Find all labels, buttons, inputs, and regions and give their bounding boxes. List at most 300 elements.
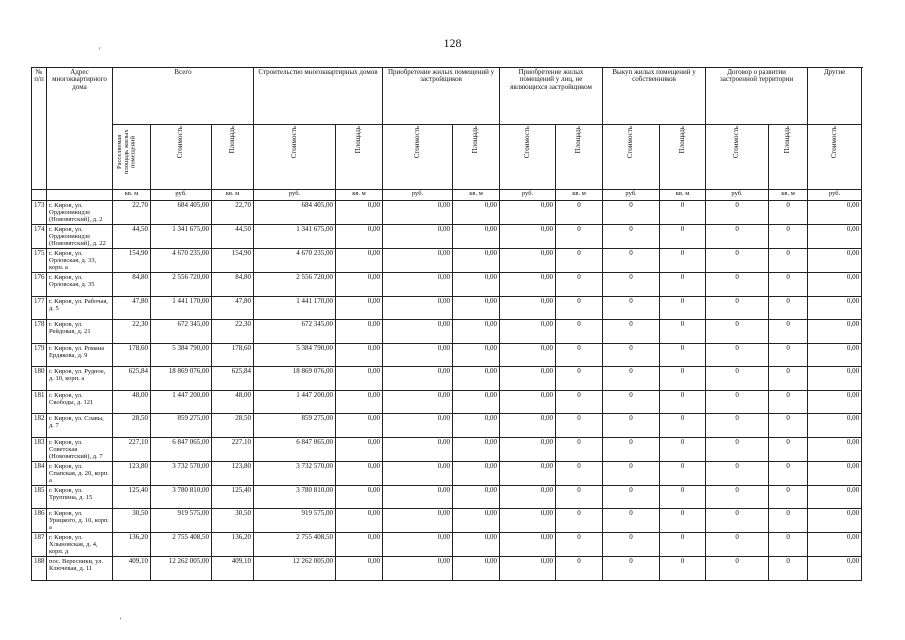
row-address: г. Киров, ул. Славы, д. 7 (47, 414, 113, 438)
table-cell: 0,00 (453, 367, 500, 391)
table-cell: 0 (769, 225, 808, 249)
table-cell: 0,00 (808, 485, 862, 509)
table-cell: 859 275,00 (254, 414, 336, 438)
table-cell: 154,90 (212, 249, 254, 273)
row-number: 180 (32, 367, 47, 391)
column-header-cost: Стоимость (706, 125, 769, 190)
table-cell: 0 (769, 557, 808, 581)
table-cell: 0,00 (808, 201, 862, 225)
table-cell: 227,10 (113, 437, 151, 461)
table-cell: 0,00 (383, 367, 453, 391)
table-cell: 0,00 (500, 461, 556, 485)
scan-mark: ' (120, 616, 122, 625)
table-row (32, 225, 862, 249)
column-group-total: Всего (113, 68, 254, 125)
column-header-settled-area: Расселяемая площадь жилых помещений (113, 125, 151, 190)
table-cell: 48,00 (113, 390, 151, 414)
unit-rub: руб. (500, 190, 556, 201)
table-cell: 0 (556, 225, 603, 249)
unit-sqm: кв. м (336, 190, 383, 201)
table-cell: 0 (556, 461, 603, 485)
table-row (32, 343, 862, 367)
table-cell: 0,00 (383, 225, 453, 249)
row-number: 181 (32, 390, 47, 414)
table-cell: 0,00 (453, 414, 500, 438)
table-cell: 0,00 (808, 343, 862, 367)
table-cell: 0 (556, 485, 603, 509)
table-cell: 0 (706, 485, 769, 509)
table-cell: 0,00 (383, 343, 453, 367)
table-cell: 6 847 065,00 (151, 437, 212, 461)
table-cell: 684 405,00 (151, 201, 212, 225)
table-cell: 123,80 (212, 461, 254, 485)
table-cell: 2 556 720,00 (254, 273, 336, 297)
table-cell: 44,50 (113, 225, 151, 249)
table-cell: 0 (660, 437, 706, 461)
table-cell: 1 447 200,00 (151, 390, 212, 414)
table-cell: 0 (769, 273, 808, 297)
table-cell: 22,70 (113, 201, 151, 225)
table-cell: 0 (603, 509, 660, 533)
table-cell: 18 869 076,00 (151, 367, 212, 391)
table-cell: 0 (556, 343, 603, 367)
table-cell: 0 (660, 485, 706, 509)
table-cell: 919 575,00 (254, 509, 336, 533)
table-cell: 0 (769, 249, 808, 273)
table-cell: 625,84 (113, 367, 151, 391)
table-cell: 2 556 720,00 (151, 273, 212, 297)
column-header-cost: Стоимость (500, 125, 556, 190)
column-group-construction: Строительство многоквартирных домов (254, 68, 383, 125)
row-number: 185 (32, 485, 47, 509)
table-cell: 0 (706, 249, 769, 273)
header-row-units (32, 190, 862, 201)
table-cell: 0,00 (453, 320, 500, 344)
table-cell: 0,00 (808, 249, 862, 273)
table-cell: 28,50 (113, 414, 151, 438)
table-cell: 0,00 (500, 509, 556, 533)
table-cell: 30,50 (212, 509, 254, 533)
table-cell: 0,00 (808, 296, 862, 320)
column-group-other: Другие (808, 68, 862, 125)
unit-rub: руб. (151, 190, 212, 201)
unit-rub: руб. (808, 190, 862, 201)
column-header-area: Площадь (453, 125, 500, 190)
table-cell: 0,00 (336, 343, 383, 367)
table-cell: 0,00 (453, 461, 500, 485)
row-address: г. Киров, ул. Орловская, д. 33, корп. а (47, 249, 113, 273)
table-cell: 0,00 (453, 437, 500, 461)
table-cell: 0,00 (453, 390, 500, 414)
table-cell: 0 (706, 367, 769, 391)
table-cell: 3 732 570,00 (254, 461, 336, 485)
table-cell: 0,00 (383, 533, 453, 557)
table-cell: 0 (706, 201, 769, 225)
table-cell: 125,40 (113, 485, 151, 509)
table-cell: 0,00 (500, 485, 556, 509)
table-cell: 0,00 (500, 296, 556, 320)
table-cell: 0,00 (383, 273, 453, 297)
table-cell: 0 (603, 367, 660, 391)
table-row (32, 533, 862, 557)
table-row (32, 320, 862, 344)
table-cell: 0,00 (808, 557, 862, 581)
table-row (32, 485, 862, 509)
table-body (32, 201, 862, 581)
row-address: г. Киров, ул. Романа Ердякова, д. 9 (47, 343, 113, 367)
table-cell: 0,00 (808, 414, 862, 438)
table-cell: 625,84 (212, 367, 254, 391)
table-cell: 0,00 (453, 509, 500, 533)
row-address: г. Киров, ул. Спапская, д. 20, корп. а (47, 461, 113, 485)
unit-sqm: кв. м (769, 190, 808, 201)
table-cell: 919 575,00 (151, 509, 212, 533)
resettlement-table (31, 67, 862, 581)
row-number: 173 (32, 201, 47, 225)
table-cell: 0,00 (808, 320, 862, 344)
table-cell: 22,30 (212, 320, 254, 344)
table-cell: 0,00 (383, 437, 453, 461)
unit-sqm: кв. м (660, 190, 706, 201)
table-cell: 0,00 (808, 509, 862, 533)
table-row (32, 390, 862, 414)
column-header-cost: Стоимость (808, 125, 862, 190)
table-cell: 0,00 (383, 557, 453, 581)
table-cell: 0 (660, 533, 706, 557)
table-cell: 84,80 (113, 273, 151, 297)
table-cell: 22,30 (113, 320, 151, 344)
table-cell: 0 (660, 249, 706, 273)
table-cell: 0,00 (336, 533, 383, 557)
table-cell: 859 275,00 (151, 414, 212, 438)
table-cell: 0,00 (500, 414, 556, 438)
table-cell: 0 (660, 201, 706, 225)
table-cell: 0 (556, 320, 603, 344)
column-header-cost: Стоимость (254, 125, 336, 190)
table-row (32, 414, 862, 438)
table-cell: 0,00 (336, 485, 383, 509)
table-cell: 0 (603, 201, 660, 225)
table-cell: 0 (660, 461, 706, 485)
table-cell: 0 (769, 533, 808, 557)
unit-sqm: кв. м (453, 190, 500, 201)
column-group-purchase-developers: Приобретение жилых помещений у застройщиков (383, 68, 500, 125)
column-group-territory-development: Договор о развитии застроенной территории (706, 68, 808, 125)
table-cell: 0 (706, 343, 769, 367)
table-cell: 136,20 (212, 533, 254, 557)
table-cell: 0 (660, 414, 706, 438)
row-address: г. Киров, ул. Орджоникидзе (Нововятский), д. 22 (47, 225, 113, 249)
table-cell: 1 441 170,00 (151, 296, 212, 320)
table-cell: 0 (706, 390, 769, 414)
table-cell: 0,00 (336, 390, 383, 414)
table-cell: 0 (769, 296, 808, 320)
row-number: 177 (32, 296, 47, 320)
table-cell: 0,00 (336, 509, 383, 533)
row-address: г. Киров, ул. Хлыновская, д. 4, корп. д (47, 533, 113, 557)
table-cell: 4 670 235,00 (254, 249, 336, 273)
table-cell: 22,70 (212, 201, 254, 225)
table-cell: 0 (603, 557, 660, 581)
table-cell: 0,00 (336, 461, 383, 485)
table-cell: 0,00 (336, 320, 383, 344)
page-number: 128 (443, 36, 462, 50)
table-cell: 178,60 (113, 343, 151, 367)
table-cell: 0 (769, 390, 808, 414)
table-cell: 0,00 (453, 225, 500, 249)
table-cell: 0 (769, 485, 808, 509)
column-group-purchase-non-developers: Приобретение жилых помещений у лиц, не являющихся застройщиком (500, 68, 603, 125)
column-header-no: № п/п (32, 68, 47, 190)
row-number: 184 (32, 461, 47, 485)
table-cell: 44,50 (212, 225, 254, 249)
table-cell: 0,00 (383, 249, 453, 273)
table-cell: 0,00 (808, 367, 862, 391)
table-cell: 0 (603, 485, 660, 509)
column-header-cost: Стоимость (603, 125, 660, 190)
column-header-area: Площадь (556, 125, 603, 190)
table-row (32, 273, 862, 297)
table-cell: 123,80 (113, 461, 151, 485)
table-cell: 0 (660, 343, 706, 367)
table-cell: 0,00 (383, 461, 453, 485)
table-cell: 0,00 (808, 225, 862, 249)
table-cell: 672 345,00 (254, 320, 336, 344)
table-cell: 3 780 810,00 (151, 485, 212, 509)
table-cell: 0 (556, 509, 603, 533)
row-number: 176 (32, 273, 47, 297)
table-cell: 409,10 (212, 557, 254, 581)
table-cell: 0 (556, 533, 603, 557)
table-cell: 0,00 (383, 509, 453, 533)
table-cell: 18 869 076,00 (254, 367, 336, 391)
table-cell: 3 780 810,00 (254, 485, 336, 509)
table-cell: 0,00 (383, 390, 453, 414)
table-cell: 0 (769, 437, 808, 461)
column-header-address: Адрес многоквартирного дома (47, 68, 113, 190)
column-header-cost: Стоимость (151, 125, 212, 190)
table-cell: 0,00 (500, 533, 556, 557)
table-cell: 0,00 (500, 367, 556, 391)
table-cell: 0 (706, 437, 769, 461)
column-group-buyout-owners: Выкуп жилых помещений у собственников (603, 68, 706, 125)
table-cell: 0,00 (500, 343, 556, 367)
row-number: 182 (32, 414, 47, 438)
row-number: 186 (32, 509, 47, 533)
table-cell: 0 (706, 533, 769, 557)
table-cell: 0 (603, 320, 660, 344)
table-cell: 0,00 (453, 296, 500, 320)
table-cell: 0 (603, 390, 660, 414)
table-cell: 0 (660, 225, 706, 249)
table-cell: 0,00 (500, 201, 556, 225)
table-cell: 0,00 (383, 296, 453, 320)
table-cell: 5 384 790,00 (151, 343, 212, 367)
table-cell: 47,80 (113, 296, 151, 320)
table-cell: 12 262 005,00 (254, 557, 336, 581)
table-cell: 0 (556, 296, 603, 320)
table-cell: 125,40 (212, 485, 254, 509)
table-cell: 84,80 (212, 273, 254, 297)
table-cell: 1 341 675,00 (254, 225, 336, 249)
column-header-area: Площадь (660, 125, 706, 190)
row-number: 174 (32, 225, 47, 249)
table-cell: 0 (706, 414, 769, 438)
table-cell: 0,00 (500, 320, 556, 344)
row-address: г. Киров, ул. Рабочая, д. 5 (47, 296, 113, 320)
table-cell: 227,10 (212, 437, 254, 461)
table-cell: 0 (706, 296, 769, 320)
table-cell: 0 (603, 249, 660, 273)
table-cell: 3 732 570,00 (151, 461, 212, 485)
row-address: г. Киров, ул. Орджоникидзе (Нововятский), д. 2 (47, 201, 113, 225)
table-row (32, 509, 862, 533)
table-row (32, 249, 862, 273)
unit-rub: руб. (706, 190, 769, 201)
row-address: г. Киров, ул. Рейдовая, д. 21 (47, 320, 113, 344)
table-cell: 0,00 (336, 367, 383, 391)
table-cell: 48,00 (212, 390, 254, 414)
table-cell: 0 (556, 437, 603, 461)
header-row-subcolumns (32, 125, 862, 190)
table-cell: 0,00 (808, 273, 862, 297)
table-cell: 0,00 (383, 320, 453, 344)
table-cell: 0,00 (336, 249, 383, 273)
table-cell: 6 847 065,00 (254, 437, 336, 461)
table-cell: 0 (660, 390, 706, 414)
table-row (32, 461, 862, 485)
table-cell: 0 (769, 461, 808, 485)
table-cell: 0 (706, 273, 769, 297)
table-cell: 0 (603, 437, 660, 461)
table-cell: 1 447 200,00 (254, 390, 336, 414)
table-cell: 0 (660, 296, 706, 320)
table-cell: 0,00 (808, 437, 862, 461)
row-number: 175 (32, 249, 47, 273)
table-cell: 12 262 005,00 (151, 557, 212, 581)
table-cell: 0,00 (808, 390, 862, 414)
table-cell: 0 (603, 533, 660, 557)
table-cell: 1 441 170,00 (254, 296, 336, 320)
table-cell: 672 345,00 (151, 320, 212, 344)
table-cell: 0 (769, 201, 808, 225)
table-cell: 178,60 (212, 343, 254, 367)
table-cell: 0 (556, 557, 603, 581)
unit-sqm: кв. м (556, 190, 603, 201)
table-cell: 0,00 (336, 296, 383, 320)
table-cell: 0 (603, 225, 660, 249)
table-cell: 0,00 (500, 557, 556, 581)
table-row (32, 557, 862, 581)
table-cell: 47,80 (212, 296, 254, 320)
row-address: г. Киров, ул. Орловская, д. 35 (47, 273, 113, 297)
table-cell: 5 384 790,00 (254, 343, 336, 367)
table-cell: 0,00 (500, 249, 556, 273)
table-cell: 2 755 408,50 (151, 533, 212, 557)
table-cell: 154,90 (113, 249, 151, 273)
table-cell: 0,00 (336, 201, 383, 225)
table-cell: 0 (556, 390, 603, 414)
table-cell: 0 (603, 273, 660, 297)
table-cell: 0 (556, 273, 603, 297)
table-cell: 0,00 (453, 249, 500, 273)
table-cell: 0,00 (336, 414, 383, 438)
table-cell: 0 (603, 343, 660, 367)
row-address: г. Киров, ул. Урицкого, д. 10, корп. а (47, 509, 113, 533)
table-cell: 0 (660, 367, 706, 391)
table-cell: 28,50 (212, 414, 254, 438)
scan-mark: ' (99, 46, 101, 55)
row-number: 183 (32, 437, 47, 461)
table-row (32, 367, 862, 391)
table-cell: 0,00 (453, 557, 500, 581)
column-header-area: Площадь (336, 125, 383, 190)
table-cell: 0,00 (453, 201, 500, 225)
table-cell: 30,50 (113, 509, 151, 533)
header-row-groups (32, 68, 862, 125)
table-cell: 0 (769, 343, 808, 367)
row-number: 187 (32, 533, 47, 557)
table-cell: 0 (706, 461, 769, 485)
table-cell: 0 (706, 320, 769, 344)
table-cell: 0 (769, 509, 808, 533)
column-header-cost: Стоимость (383, 125, 453, 190)
row-address: г. Киров, ул. Труппина, д. 15 (47, 485, 113, 509)
unit-sqm: кв. м (113, 190, 151, 201)
unit-sqm: кв. м (212, 190, 254, 201)
table-cell: 136,20 (113, 533, 151, 557)
table-cell: 4 670 235,00 (151, 249, 212, 273)
table-cell: 0 (660, 273, 706, 297)
table-cell: 0 (556, 367, 603, 391)
table-cell: 0 (660, 557, 706, 581)
table-cell: 0,00 (453, 533, 500, 557)
table-cell: 0 (556, 414, 603, 438)
table-cell: 1 341 675,00 (151, 225, 212, 249)
table-cell: 0,00 (500, 437, 556, 461)
table-cell: 0 (603, 461, 660, 485)
table-cell: 0,00 (453, 343, 500, 367)
row-address: г. Киров, ул. Советская (Нововятский), д. 7 (47, 437, 113, 461)
unit-rub: руб. (603, 190, 660, 201)
table-cell: 0 (706, 509, 769, 533)
table-cell: 0,00 (453, 485, 500, 509)
table-cell: 0 (769, 367, 808, 391)
row-address: г. Киров, ул. Рудное, д. 10, корп. а (47, 367, 113, 391)
table-cell: 0 (660, 320, 706, 344)
table-cell: 0 (556, 201, 603, 225)
table-cell: 0,00 (500, 273, 556, 297)
unit-rub: руб. (383, 190, 453, 201)
table-cell: 0 (769, 320, 808, 344)
row-number: 179 (32, 343, 47, 367)
column-header-area: Площадь (769, 125, 808, 190)
table-cell: 0,00 (336, 557, 383, 581)
table-cell: 0,00 (336, 273, 383, 297)
table-cell: 0,00 (383, 485, 453, 509)
row-number: 178 (32, 320, 47, 344)
table-row (32, 296, 862, 320)
table-cell: 2 755 408,50 (254, 533, 336, 557)
table-cell: 0 (706, 225, 769, 249)
table-cell: 409,10 (113, 557, 151, 581)
row-address: г. Киров, ул. Свободы, д. 121 (47, 390, 113, 414)
table-cell: 0,00 (808, 533, 862, 557)
table-cell: 0 (603, 296, 660, 320)
table-cell: 0 (660, 509, 706, 533)
table-cell: 0,00 (808, 461, 862, 485)
table-cell: 0,00 (336, 437, 383, 461)
